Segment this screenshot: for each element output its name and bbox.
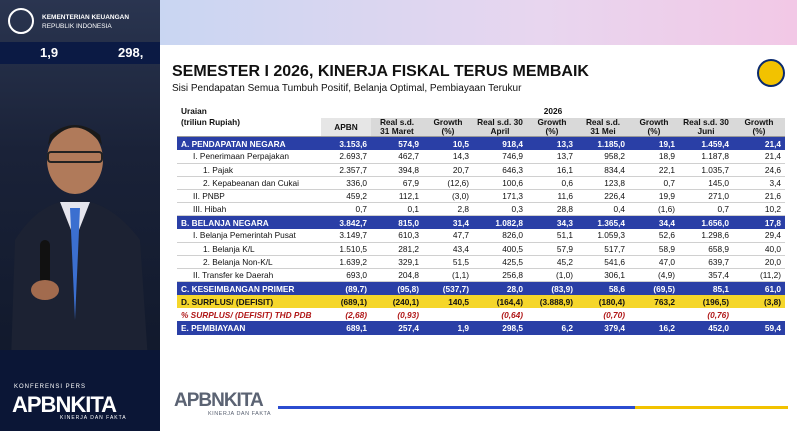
row-label: II. PNBP <box>177 189 321 202</box>
table-cell: (3,8) <box>733 295 785 308</box>
table-cell: 51,5 <box>423 255 473 268</box>
table-cell: 24,6 <box>733 163 785 176</box>
slide-apbnkita-tagline: KINERJA DAN FAKTA <box>208 411 272 417</box>
table-cell: 16,2 <box>629 321 679 334</box>
table-cell: 45,2 <box>527 255 577 268</box>
table-cell: 19,1 <box>629 137 679 150</box>
table-cell: 425,5 <box>473 255 527 268</box>
table-cell: 2.693,7 <box>321 150 371 163</box>
table-cell: 1.510,5 <box>321 242 371 255</box>
table-cell: 61,0 <box>733 282 785 295</box>
table-row <box>177 295 785 308</box>
table-cell: 1.187,8 <box>679 150 733 163</box>
table-cell: 100,6 <box>473 176 527 189</box>
year-header: 2026 <box>543 106 563 117</box>
table-cell: (95,8) <box>371 282 423 295</box>
slide-subtitle: Sisi Pendapatan Semua Tumbuh Positif, Belanja Optimal, Pembiayaan Terukur <box>172 83 522 94</box>
row-label: E. PEMBIAYAAN <box>177 321 321 334</box>
table-cell: 28,0 <box>473 282 527 295</box>
table-cell: 394,8 <box>371 163 423 176</box>
org-name-line1: KEMENTERIAN KEUANGAN <box>42 14 130 21</box>
slide-apbnkita-logo: APBNKITA <box>174 390 263 411</box>
table-cell: 0,6 <box>527 176 577 189</box>
table-cell: 357,4 <box>679 269 733 282</box>
col-header: Real s.d. 31 Maret <box>371 118 423 137</box>
col-header: APBN <box>321 118 371 137</box>
table-cell: 1.082,8 <box>473 216 527 229</box>
table-cell: 646,3 <box>473 163 527 176</box>
table-cell: 0,3 <box>473 203 527 216</box>
table-cell: 14,3 <box>423 150 473 163</box>
table-row <box>177 216 785 229</box>
row-label: % SURPLUS/ (DEFISIT) THD PDB <box>181 309 312 320</box>
table-cell: 3,4 <box>733 176 785 189</box>
table-cell: 10,5 <box>423 137 473 150</box>
table-cell: 0,1 <box>371 203 423 216</box>
table-cell: 67,9 <box>371 176 423 189</box>
table-cell: 517,7 <box>577 242 629 255</box>
kemenkeu-seal-icon <box>757 59 785 87</box>
table-cell: (3,0) <box>423 189 473 202</box>
table-row <box>177 137 785 150</box>
table-cell: 1.185,0 <box>577 137 629 150</box>
table-cell: 171,3 <box>473 189 527 202</box>
table-cell: 123,8 <box>577 176 629 189</box>
table-cell: 18,9 <box>629 150 679 163</box>
slide-title: SEMESTER I 2026, KINERJA FISKAL TERUS MEMBAIK <box>172 63 589 80</box>
table-cell: 1,9 <box>423 321 473 334</box>
table-row <box>177 242 785 255</box>
table-cell: 112,1 <box>371 189 423 202</box>
table-cell: (240,1) <box>371 295 423 308</box>
table-cell: 462,7 <box>371 150 423 163</box>
table-cell: (12,6) <box>423 176 473 189</box>
row-label: B. BELANJA NEGARA <box>177 216 321 229</box>
table-cell: 658,9 <box>679 242 733 255</box>
table-row <box>177 269 785 282</box>
table-cell: 3.149,7 <box>321 229 371 242</box>
table-cell: 1.459,4 <box>679 137 733 150</box>
table-cell: 58,6 <box>577 282 629 295</box>
table-cell: 51,1 <box>527 229 577 242</box>
table-cell: 693,0 <box>321 269 371 282</box>
table-cell: 1.656,0 <box>679 216 733 229</box>
table-row <box>177 255 785 268</box>
table-row <box>177 163 785 176</box>
table-cell: (0,64) <box>501 309 523 320</box>
table-cell: 28,8 <box>527 203 577 216</box>
row-label: I. Penerimaan Perpajakan <box>177 150 321 163</box>
table-cell: 47,0 <box>629 255 679 268</box>
table-cell: 57,9 <box>527 242 577 255</box>
table-cell: 34,4 <box>629 216 679 229</box>
row-label: C. KESEIMBANGAN PRIMER <box>177 282 321 295</box>
table-cell: 271,0 <box>679 189 733 202</box>
table-cell: 306,1 <box>577 269 629 282</box>
table-cell: 10,2 <box>733 203 785 216</box>
table-cell: 958,2 <box>577 150 629 163</box>
table-cell: 3.153,6 <box>321 137 371 150</box>
table-cell: (11,2) <box>733 269 785 282</box>
table-cell <box>733 308 785 321</box>
table-cell: 3.842,7 <box>321 216 371 229</box>
top-gradient-bar <box>160 0 797 45</box>
kemenkeu-emblem-icon <box>8 8 34 34</box>
table-cell: 0,7 <box>679 203 733 216</box>
table-cell: 52,6 <box>629 229 679 242</box>
table-cell: 746,9 <box>473 150 527 163</box>
row-label: 1. Belanja K/L <box>177 242 321 255</box>
table-cell: 0,4 <box>577 203 629 216</box>
ticker-value-right: 298, <box>118 45 144 60</box>
table-cell: 689,1 <box>321 321 371 334</box>
table-cell: 140,5 <box>423 295 473 308</box>
row-label: D. SURPLUS/ (DEFISIT) <box>177 295 321 308</box>
col-header: Real s.d. 31 Mei <box>577 118 629 137</box>
table-cell: 13,7 <box>527 150 577 163</box>
table-cell: 20,0 <box>733 255 785 268</box>
table-cell: 918,4 <box>473 137 527 150</box>
table-cell: (4,9) <box>629 269 679 282</box>
table-cell: 21,6 <box>733 189 785 202</box>
table-cell: (537,7) <box>423 282 473 295</box>
table-cell: 1.059,3 <box>577 229 629 242</box>
table-cell: 400,5 <box>473 242 527 255</box>
table-cell: (164,4) <box>473 295 527 308</box>
table-cell: (89,7) <box>321 282 371 295</box>
table-cell: 6,2 <box>527 321 577 334</box>
table-cell: (0,93) <box>397 309 419 320</box>
table-cell: 17,8 <box>733 216 785 229</box>
table-row <box>177 321 785 334</box>
table-body <box>177 137 785 335</box>
table-cell: 1.365,4 <box>577 216 629 229</box>
table-cell: 1.298,6 <box>679 229 733 242</box>
table-cell: (689,1) <box>321 295 371 308</box>
table-cell: 40,0 <box>733 242 785 255</box>
table-cell: (1,1) <box>423 269 473 282</box>
table-cell: 22,1 <box>629 163 679 176</box>
table-cell: 336,0 <box>321 176 371 189</box>
table-cell: 11,6 <box>527 189 577 202</box>
table-cell: 13,3 <box>527 137 577 150</box>
ticker-value-left: 1,9 <box>40 45 59 60</box>
table-cell <box>423 308 473 321</box>
slide-bottom-line <box>278 406 788 409</box>
table-cell: 815,0 <box>371 216 423 229</box>
table-row <box>177 229 785 242</box>
table-cell: 226,4 <box>577 189 629 202</box>
table-row <box>177 203 785 216</box>
kemenkeu-logo <box>8 6 158 40</box>
table-cell <box>629 308 679 321</box>
unit-label: (triliun Rupiah) <box>177 118 321 137</box>
col-header: Growth (%) <box>629 118 679 137</box>
col-header: Real s.d. 30 Juni <box>679 118 733 137</box>
table-cell: 610,3 <box>371 229 423 242</box>
table-cell: 58,9 <box>629 242 679 255</box>
table-cell: 281,2 <box>371 242 423 255</box>
table-row <box>177 308 785 321</box>
table-cell: 763,2 <box>629 295 679 308</box>
table-cell: 1.639,2 <box>321 255 371 268</box>
org-name-line2: REPUBLIK INDONESIA <box>42 23 112 30</box>
col-header: Growth (%) <box>423 118 473 137</box>
row-label: A. PENDAPATAN NEGARA <box>177 137 321 150</box>
table-cell: 379,4 <box>577 321 629 334</box>
table-cell: (2,68) <box>345 309 367 320</box>
table-cell: 329,1 <box>371 255 423 268</box>
table-cell: 826,0 <box>473 229 527 242</box>
row-label: 2. Kepabeanan dan Cukai <box>177 176 321 189</box>
table-row <box>177 176 785 189</box>
col-header: Real s.d. 30 April <box>473 118 527 137</box>
table-cell: (0,76) <box>707 309 729 320</box>
table-cell: 21,4 <box>733 137 785 150</box>
table-cell: 29,4 <box>733 229 785 242</box>
table-cell: 1.035,7 <box>679 163 733 176</box>
table-cell: 2.357,7 <box>321 163 371 176</box>
table-cell: 21,4 <box>733 150 785 163</box>
table-cell: 834,4 <box>577 163 629 176</box>
table-cell: (1,6) <box>629 203 679 216</box>
table-cell: (196,5) <box>679 295 733 308</box>
table-cell: 43,4 <box>423 242 473 255</box>
presentation-slide <box>160 45 797 431</box>
table-row <box>177 189 785 202</box>
table-cell: 31,4 <box>423 216 473 229</box>
table-cell: 574,9 <box>371 137 423 150</box>
table-cell: 34,3 <box>527 216 577 229</box>
row-label: I. Belanja Pemerintah Pusat <box>177 229 321 242</box>
table-cell <box>527 308 577 321</box>
table-cell: 0,7 <box>321 203 371 216</box>
table-cell: 541,6 <box>577 255 629 268</box>
table-cell: (83,9) <box>527 282 577 295</box>
table-cell: (69,5) <box>629 282 679 295</box>
table-cell: 2,8 <box>423 203 473 216</box>
press-conference-label: KONFERENSI PERS <box>14 384 87 390</box>
table-cell: 145,0 <box>679 176 733 189</box>
table-cell: 298,5 <box>473 321 527 334</box>
apbnkita-logo: APBNKITA <box>12 392 117 417</box>
table-cell: (1,0) <box>527 269 577 282</box>
ticker-strip <box>0 42 160 64</box>
column-header-row <box>177 118 785 137</box>
table-cell: 452,0 <box>679 321 733 334</box>
fiscal-table <box>177 105 785 335</box>
table-cell: 20,7 <box>423 163 473 176</box>
row-label: II. Transfer ke Daerah <box>177 269 321 282</box>
table-cell: 639,7 <box>679 255 733 268</box>
col-header: Growth (%) <box>527 118 577 137</box>
speaker-image <box>0 90 160 390</box>
table-cell: 256,8 <box>473 269 527 282</box>
table-cell: 85,1 <box>679 282 733 295</box>
video-feed <box>0 0 160 431</box>
table-row <box>177 150 785 163</box>
row-label: 2. Belanja Non-K/L <box>177 255 321 268</box>
row-label: III. Hibah <box>177 203 321 216</box>
table-row <box>177 282 785 295</box>
table-cell: 0,7 <box>629 176 679 189</box>
table-cell: 459,2 <box>321 189 371 202</box>
table-cell: (0,70) <box>603 309 625 320</box>
uraian-header: Uraian <box>181 106 207 117</box>
table-cell: 16,1 <box>527 163 577 176</box>
apbnkita-tagline: KINERJA DAN FAKTA <box>60 415 127 421</box>
table-cell: 59,4 <box>733 321 785 334</box>
table-cell: 47,7 <box>423 229 473 242</box>
table-cell: (180,4) <box>577 295 629 308</box>
table-cell: 19,9 <box>629 189 679 202</box>
table-cell: (3.888,9) <box>527 295 577 308</box>
table-cell: 204,8 <box>371 269 423 282</box>
table-cell: 257,4 <box>371 321 423 334</box>
col-header: Growth (%) <box>733 118 785 137</box>
row-label: 1. Pajak <box>177 163 321 176</box>
